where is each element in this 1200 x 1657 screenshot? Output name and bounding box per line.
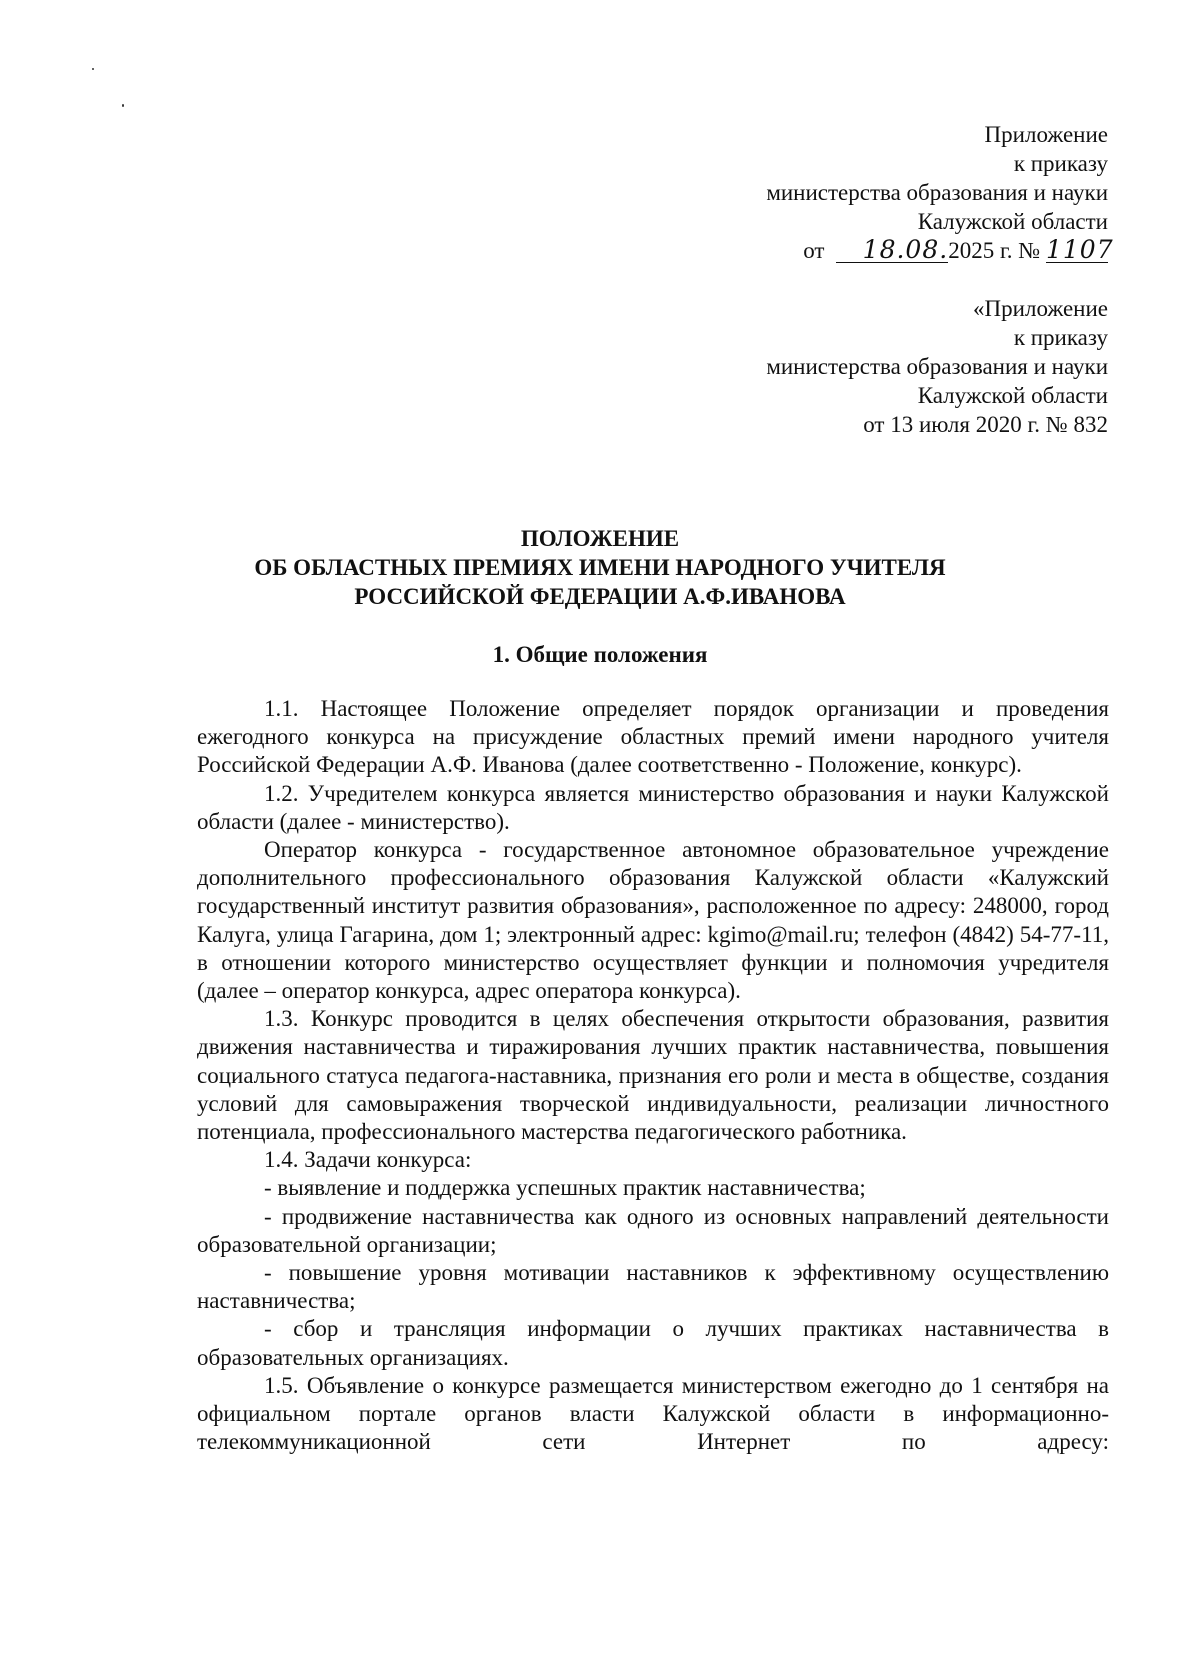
list-item: - выявление и поддержка успешных практик наставничества; — [264, 1175, 866, 1201]
approval-line: Калужской области — [917, 209, 1108, 234]
list-item: - сбор и трансляция информации о лучших практиках наставничества в образовательных организациях. — [197, 1316, 1109, 1370]
paragraph: 1.1. Настоящее Положение определяет порядок организации и проведения ежегодного конкурса на присуждение областных премий имени народного учителя Российской Федерации А.Ф. Иванова (далее соответственно - Положение, конкурс). — [197, 696, 1109, 778]
title-line: РОССИЙСКОЙ ФЕДЕРАЦИИ А.Ф.ИВАНОВА — [354, 584, 846, 609]
approval-line: к приказу — [1013, 325, 1108, 350]
list-item: - продвижение наставничества как одного из основных направлений деятельности образовательной организации; — [197, 1203, 1109, 1257]
paragraph: 1.2. Учредителем конкурса является министерство образования и науки Калужской области (далее - министерство). — [197, 780, 1109, 834]
section-heading: 1. Общие положения — [492, 642, 708, 667]
title-line: ПОЛОЖЕНИЕ — [520, 526, 680, 551]
approval-date-line — [766, 235, 1114, 265]
approval-line: министерства образования и науки — [766, 354, 1108, 379]
approval-line: «Приложение — [973, 296, 1108, 321]
scan-speck — [92, 68, 94, 70]
approval-date-suffix: 2025 г. № — [948, 238, 1041, 263]
approval-line: министерства образования и науки — [766, 180, 1108, 205]
list-item: - повышение уровня мотивации наставников к эффективному осуществлению наставничества; — [197, 1260, 1109, 1314]
approval-line: к приказу — [1013, 151, 1108, 176]
paragraph: 1.3. Конкурс проводится в целях обеспечения открытости образования, развития движения наставничества и тиражирования лучших практик наставничества, повышения социального статуса педагога-наставника, признания его роли и места в обществе, создания условий для самовыражения творческой индивидуальности, реализации личностного потенциала, профессионального мастерства педагогического работника. — [197, 1006, 1109, 1145]
approval-line: Приложение — [984, 122, 1108, 147]
paragraph: 1.4. Задачи конкурса: — [264, 1147, 472, 1173]
handwritten-number: 1107 — [1046, 235, 1114, 264]
paragraph: 1.5. Объявление о конкурсе размещается министерством ежегодно до 1 сентября на официальном портале органов власти Калужской области в информационно-телекоммуникационной сети Интернет по адресу: — [197, 1372, 1109, 1455]
approval-stamp-current — [766, 120, 1114, 265]
approval-date-prefix: от — [803, 238, 825, 263]
document-title — [0, 524, 1200, 611]
approval-line: Калужской области — [917, 383, 1108, 408]
paragraph: Оператор конкурса - государственное автономное образовательное учреждение дополнительного профессионального образования Калужской области «Калужский государственный институт развития образования», расположенное по адресу: 248000, город Калуга, улица Гагарина, дом 1; электронный адрес: kgimo@mail.ru; телефон (4842) 54-77-11, в отношении которого министерство осуществляет функции и полномочия учредителя (далее – оператор конкурса, адрес оператора конкурса). — [197, 837, 1109, 1004]
approval-stamp-original — [766, 294, 1108, 439]
handwritten-date: 18.08. — [836, 238, 948, 263]
section-body — [197, 695, 1109, 1456]
approval-line: от 13 июля 2020 г. № 832 — [863, 412, 1108, 437]
scan-speck — [122, 104, 124, 107]
title-line: ОБ ОБЛАСТНЫХ ПРЕМИЯХ ИМЕНИ НАРОДНОГО УЧИТЕЛЯ — [254, 555, 946, 580]
